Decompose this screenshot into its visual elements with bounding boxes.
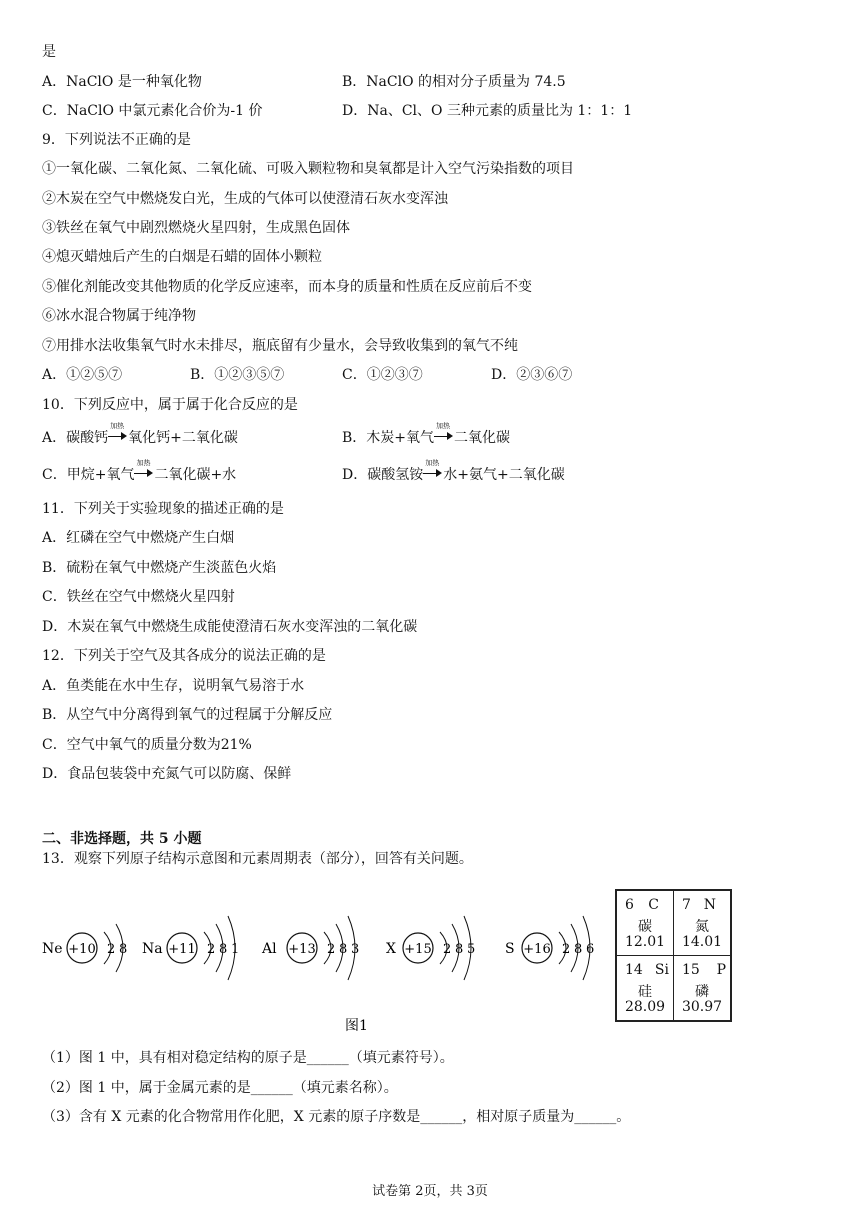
q13-subquestion-2: （2）图 1 中，属于金属元素的是______（填元素名称）。 [42,1080,398,1096]
element-cell-c [617,891,673,955]
nucleus-charge: +13 [288,942,316,957]
q9-stem: 9．下列说法不正确的是 [42,132,191,148]
product-text: 二氧化碳+水 [154,467,237,483]
q10-stem: 10．下列反应中，属于属于化合反应的是 [42,397,298,413]
q8-option-b: B．NaClO 的相对分子质量为 74.5 [342,74,566,90]
element-symbol: P [716,962,726,978]
nucleus-charge: +11 [168,942,196,957]
electron-count: 1 [231,942,240,957]
q9-statement-1: ①一氧化碳、二氧化氮、二氧化硫、可吸入颗粒物和臭氧都是计入空气污染指数的项目 [42,161,574,177]
q10-option-b [342,422,511,447]
q10-option-c [42,459,237,484]
atomic-number: 15 [682,962,700,978]
reactant-text: A．碳酸钙 [42,430,109,446]
atom-diagram [42,924,127,972]
atomic-mass: 14.01 [681,934,723,950]
element-name: 磷 [695,984,709,1000]
electron-count: 3 [351,942,360,957]
product-text: 二氧化碳 [454,430,511,446]
q11-stem: 11．下列关于实验现象的描述正确的是 [42,501,284,517]
electron-count: 5 [467,942,476,957]
q9-statement-5: ⑤催化剂能改变其他物质的化学反应速率，而本身的质量和性质在反应前后不变 [42,279,532,295]
atomic-mass: 30.97 [681,999,723,1015]
element-cell-si [617,956,673,1020]
electron-count: 2 [443,942,452,957]
product-text: 水+氨气+二氧化碳 [443,467,565,483]
atom-symbol: Ne [42,941,63,957]
atom-diagram [261,916,359,980]
atom-symbol: Al [262,941,277,957]
q8-option-a: A．NaClO 是一种氧化物 [42,74,202,90]
atomic-number: 6 [625,897,634,913]
q9-statement-3: ③铁丝在氧气中剧烈燃烧火星四射，生成黑色固体 [42,220,350,236]
atomic-number: 14 [625,962,643,978]
atomic-number: 7 [682,897,691,913]
atom-symbol: S [505,941,515,957]
q11-option-a: A．红磷在空气中燃烧产生白烟 [42,530,235,546]
reactant-text: B．木炭+氧气 [342,430,435,446]
q12-option-c: C．空气中氧气的质量分数为21% [42,737,252,753]
heat-label: 加热 [110,422,125,430]
q9-option-d: D．②③⑥⑦ [491,367,573,383]
element-cell-p [674,956,730,1020]
heat-label: 加热 [136,459,151,467]
q9-statement-4: ④熄灭蜡烛后产生的白烟是石蜡的固体小颗粒 [42,249,322,265]
q9-statement-7: ⑦用排水法收集氧气时水未排尽，瓶底留有少量水，会导致收集到的氧气不纯 [42,338,518,354]
atomic-mass: 28.09 [624,999,666,1015]
product-text: 氧化钙+二氧化碳 [128,430,238,446]
electron-count: 2 [327,942,336,957]
q12-option-b: B．从空气中分离得到氧气的过程属于分解反应 [42,707,333,723]
q9-option-c: C．①②③⑦ [342,367,423,383]
q12-stem: 12．下列关于空气及其各成分的说法正确的是 [42,648,326,664]
heat-label: 加热 [425,459,440,467]
q9-statement-6: ⑥冰水混合物属于纯净物 [42,308,196,324]
atom-structure-figure [0,880,610,1040]
page-footer: 试卷第 2页，共 3页 [372,1184,488,1199]
atom-symbol: X [386,941,396,957]
q12-option-a: A．鱼类能在水中生存，说明氧气易溶于水 [42,678,305,694]
element-symbol: Si [654,962,669,978]
element-name: 氮 [695,919,709,935]
q13-subquestion-3: （3）含有 X 元素的化合物常用作化肥，X 元素的原子序数是______，相对原子质量为______。 [42,1109,631,1125]
periodic-table-excerpt [615,889,732,1022]
q13-stem: 13．观察下列原子结构示意图和元素周期表（部分），回答有关问题。 [42,851,473,867]
q8-option-d: D．Na、Cl、O 三种元素的质量比为 1：1：1 [342,103,633,119]
q9-statement-2: ②木炭在空气中燃烧发白光，生成的气体可以使澄清石灰水变浑浊 [42,191,448,207]
atom-symbol: Na [142,941,163,957]
q9-option-b: B．①②③⑤⑦ [190,367,285,383]
heat-arrow-icon [108,422,128,443]
element-cell-n [674,891,730,955]
electron-count: 8 [455,942,464,957]
element-symbol: N [703,897,716,913]
heat-arrow-icon [434,422,454,443]
nucleus-charge: +15 [404,942,432,957]
electron-count: 6 [586,942,595,957]
q10-option-d [342,459,565,484]
element-name: 硅 [638,984,652,1000]
atom-diagram [386,916,475,980]
q11-option-c: C．铁丝在空气中燃烧火星四射 [42,589,235,605]
continued-text: 是 [42,44,56,60]
section-heading: 二、非选择题，共 5 小题 [42,831,202,847]
electron-count: 8 [219,942,228,957]
atom-diagram [142,916,239,980]
nucleus-charge: +16 [523,942,551,957]
q11-option-b: B．硫粉在氧气中燃烧产生淡蓝色火焰 [42,560,277,576]
electron-count: 8 [574,942,583,957]
q10-option-a [42,422,238,447]
heat-arrow-icon [423,459,443,480]
element-symbol: C [648,897,659,913]
electron-count: 2 [207,942,216,957]
electron-count: 2 [107,942,116,957]
element-name: 碳 [638,919,652,935]
figure-caption: 图1 [345,1018,368,1034]
reactant-text: C．甲烷+氧气 [42,467,135,483]
q13-subquestion-1: （1）图 1 中，具有相对稳定结构的原子是______（填元素符号）。 [42,1050,454,1066]
heat-arrow-icon [134,459,154,480]
electron-count: 2 [562,942,571,957]
q9-option-a: A．①②⑤⑦ [42,367,123,383]
q8-option-c: C．NaClO 中氯元素化合价为-1 价 [42,103,263,119]
atom-diagram [505,916,594,980]
atomic-mass: 12.01 [624,934,666,950]
reactant-text: D．碳酸氢铵 [342,467,424,483]
electron-count: 8 [119,942,128,957]
heat-label: 加热 [436,422,451,430]
q11-option-d: D．木炭在氧气中燃烧生成能使澄清石灰水变浑浊的二氧化碳 [42,619,418,635]
nucleus-charge: +10 [68,942,96,957]
q12-option-d: D．食品包装袋中充氮气可以防腐、保鲜 [42,766,292,782]
electron-count: 8 [339,942,348,957]
